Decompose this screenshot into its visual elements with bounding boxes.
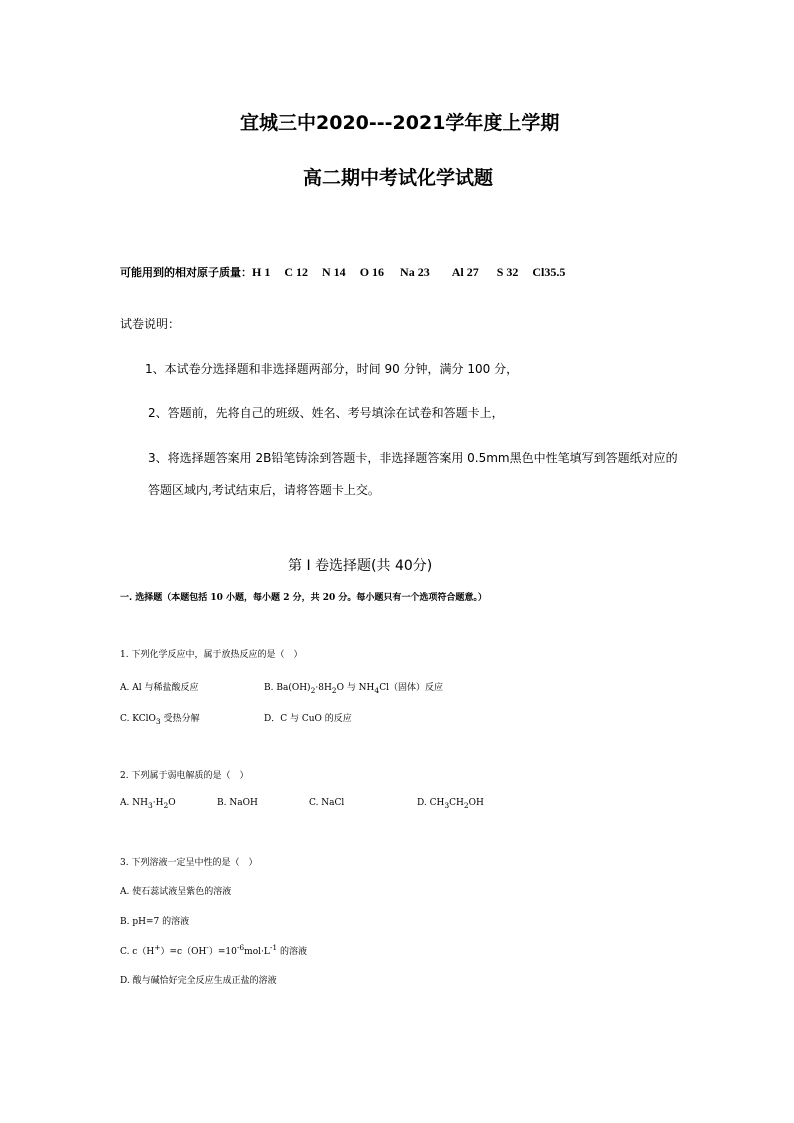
question-1-stem: 1. 下列化学反应中，属于放热反应的是（ ） (120, 650, 303, 660)
question-2-option-d: D. $CH_3CH_2OH$ (417, 798, 484, 810)
question-1-option-d: D．C 与 CuO 的反应 (264, 714, 352, 724)
atomic-mass-item: O 16 (359, 265, 385, 279)
question-3-option-d: D. 酸与碱恰好完全反应生成正盐的溶液 (120, 976, 277, 986)
question-2-option-c: C. NaCl (309, 798, 345, 808)
title-line2: 高二期中考试化学试题 (303, 167, 494, 189)
question-3-option-a: A. 使石蕊试液呈紫色的溶液 (120, 887, 232, 897)
instruction-item-1: 1、本试卷分选择题和非选择题两部分，时间 90 分钟，满分 100 分， (145, 362, 519, 376)
atomic-mass-item: C 12 (284, 265, 309, 279)
question-1-option-c: C. KClO$_3$ 受热分解 (120, 714, 200, 726)
section-instruction: 一. 选择题（本题包括 10 小题，每小题 2 分，共 20 分。每小题只有一个选项符合题意。） (120, 593, 487, 603)
atomic-masses (120, 264, 579, 280)
instruction-item-3-line1: 3、将选择题答案用 2B铅笔铸涂到答题卡，非选择题答案用 0.5mm黑色中性笔填写到答题纸对应的 (148, 451, 678, 465)
instructions-heading: 试卷说明： (120, 317, 181, 331)
atomic-masses-label: 可能用到的相对原子质量： (120, 266, 252, 279)
question-3-option-b: B. pH=7 的溶液 (120, 917, 190, 927)
atomic-mass-item: S 32 (496, 265, 519, 279)
question-1-option-b: B. $Ba(OH)_2\cdot 8H_2O$ 与 $NH_4Cl$（固体）反应 (264, 683, 443, 695)
instruction-item-2: 2、答题前，先将自己的班级、姓名、考号填涂在试卷和答题卡上， (148, 406, 504, 420)
atomic-mass-item: Na 23 (400, 265, 430, 279)
atomic-mass-item: Al 27 (451, 265, 479, 279)
question-3-option-c: C. $c(H^+)=c(OH^-)=10^{-6}mol\cdot L^{-1}$ 的溶液 (120, 943, 308, 957)
question-2-option-b: B. NaOH (217, 798, 258, 808)
instruction-item-3-line2: 答题区域内,考试结束后，请将答题卡上交。 (148, 483, 380, 497)
atomic-mass-item: H 1 (252, 265, 271, 279)
atomic-mass-item: Cl35.5 (532, 265, 566, 279)
title-line1: 宜城三中2020---2021学年度上学期 (240, 112, 560, 134)
section-title: 第 I 卷选择题(共 40分) (288, 558, 433, 574)
question-2-stem: 2. 下列属于弱电解质的是（ ） (120, 771, 249, 781)
atomic-mass-item: N 14 (322, 265, 346, 279)
question-1-option-a: A. Al 与稀盐酸反应 (120, 683, 199, 693)
question-2-option-a: A. $NH_3\cdot H_2O$ (120, 798, 176, 810)
question-3-stem: 3. 下列溶液一定呈中性的是（ ） (120, 858, 258, 868)
